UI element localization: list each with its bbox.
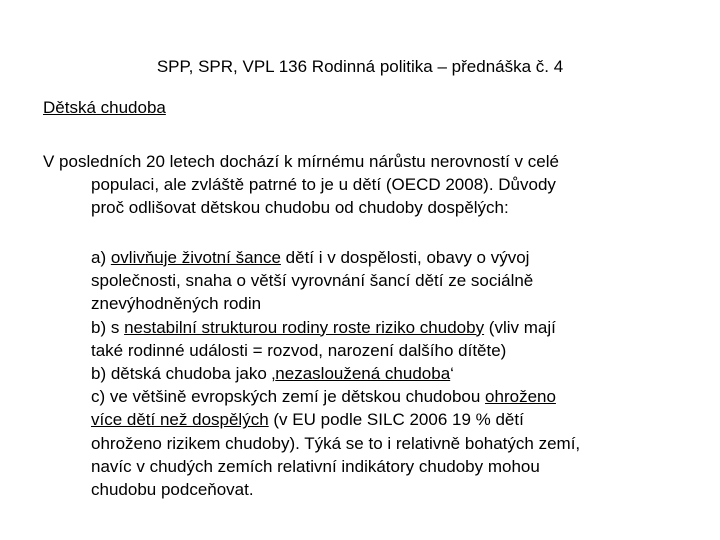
- point-c-line-2: [91, 408, 701, 431]
- point-c-underlined-1: ohroženo: [485, 387, 556, 407]
- slide-subtitle: Dětská chudoba: [43, 98, 166, 117]
- point-b1-underlined: nestabilní strukturou rodiny roste riziko chudoby: [124, 317, 485, 337]
- point-a-rest: dětí i v dospělosti, obavy o vývoj: [280, 248, 530, 267]
- point-c-underlined-2: více dětí než dospělých: [91, 410, 269, 430]
- point-b1-line-1: [91, 316, 701, 339]
- point-a-line-3: znevýhodněných rodin: [91, 294, 262, 314]
- point-b2-rest: ‘: [450, 364, 454, 384]
- intro-line-1: V posledních 20 letech dochází k mírnému nárůstu nerovností v celé: [43, 152, 559, 171]
- point-b1-prefix: b) s: [91, 317, 125, 337]
- slide-title: SPP, SPR, VPL 136 Rodinná politika – přednáška č. 4: [156, 57, 564, 76]
- point-c-prefix: c) ve většině evropských zemí je dětskou chudobou: [91, 387, 486, 407]
- intro-paragraph: [43, 150, 683, 219]
- reasons-list: [91, 246, 701, 501]
- point-c-line-5: chudobu podceňovat.: [91, 480, 254, 500]
- point-b1-line-2: také rodinné události = rozvod, narození dalšího dítěte): [91, 340, 507, 360]
- point-c-rest: (v EU podle SILC 2006 19 % dětí: [268, 410, 524, 430]
- point-a-underlined: ovlivňuje životní šance: [110, 248, 281, 267]
- point-c-line-4: navíc v chudých zemích relativní indikátory chudoby mohou: [91, 456, 540, 476]
- point-b2-underlined: nezasloužená chudoba: [275, 364, 451, 384]
- point-c-line-3: ohroženo rizikem chudoby). Týká se to i relativně bohatých zemí,: [91, 433, 581, 453]
- intro-line-2: populaci, ale zvláště patrné to je u dětí (OECD 2008). Důvody: [91, 175, 556, 194]
- point-c-line-1: [91, 385, 701, 408]
- point-b1-rest: (vliv mají: [484, 317, 556, 337]
- point-a-line-1: [91, 246, 701, 269]
- point-a-line-2: společnosti, snaha o větší vyrovnání šancí dětí ze sociálně: [91, 271, 534, 291]
- point-b2-line-1: [91, 362, 701, 385]
- intro-line-3: proč odlišovat dětskou chudobu od chudoby dospělých:: [91, 198, 509, 217]
- point-b2-prefix: b) dětská chudoba jako ‚: [91, 364, 276, 384]
- point-a-prefix: a): [91, 248, 111, 267]
